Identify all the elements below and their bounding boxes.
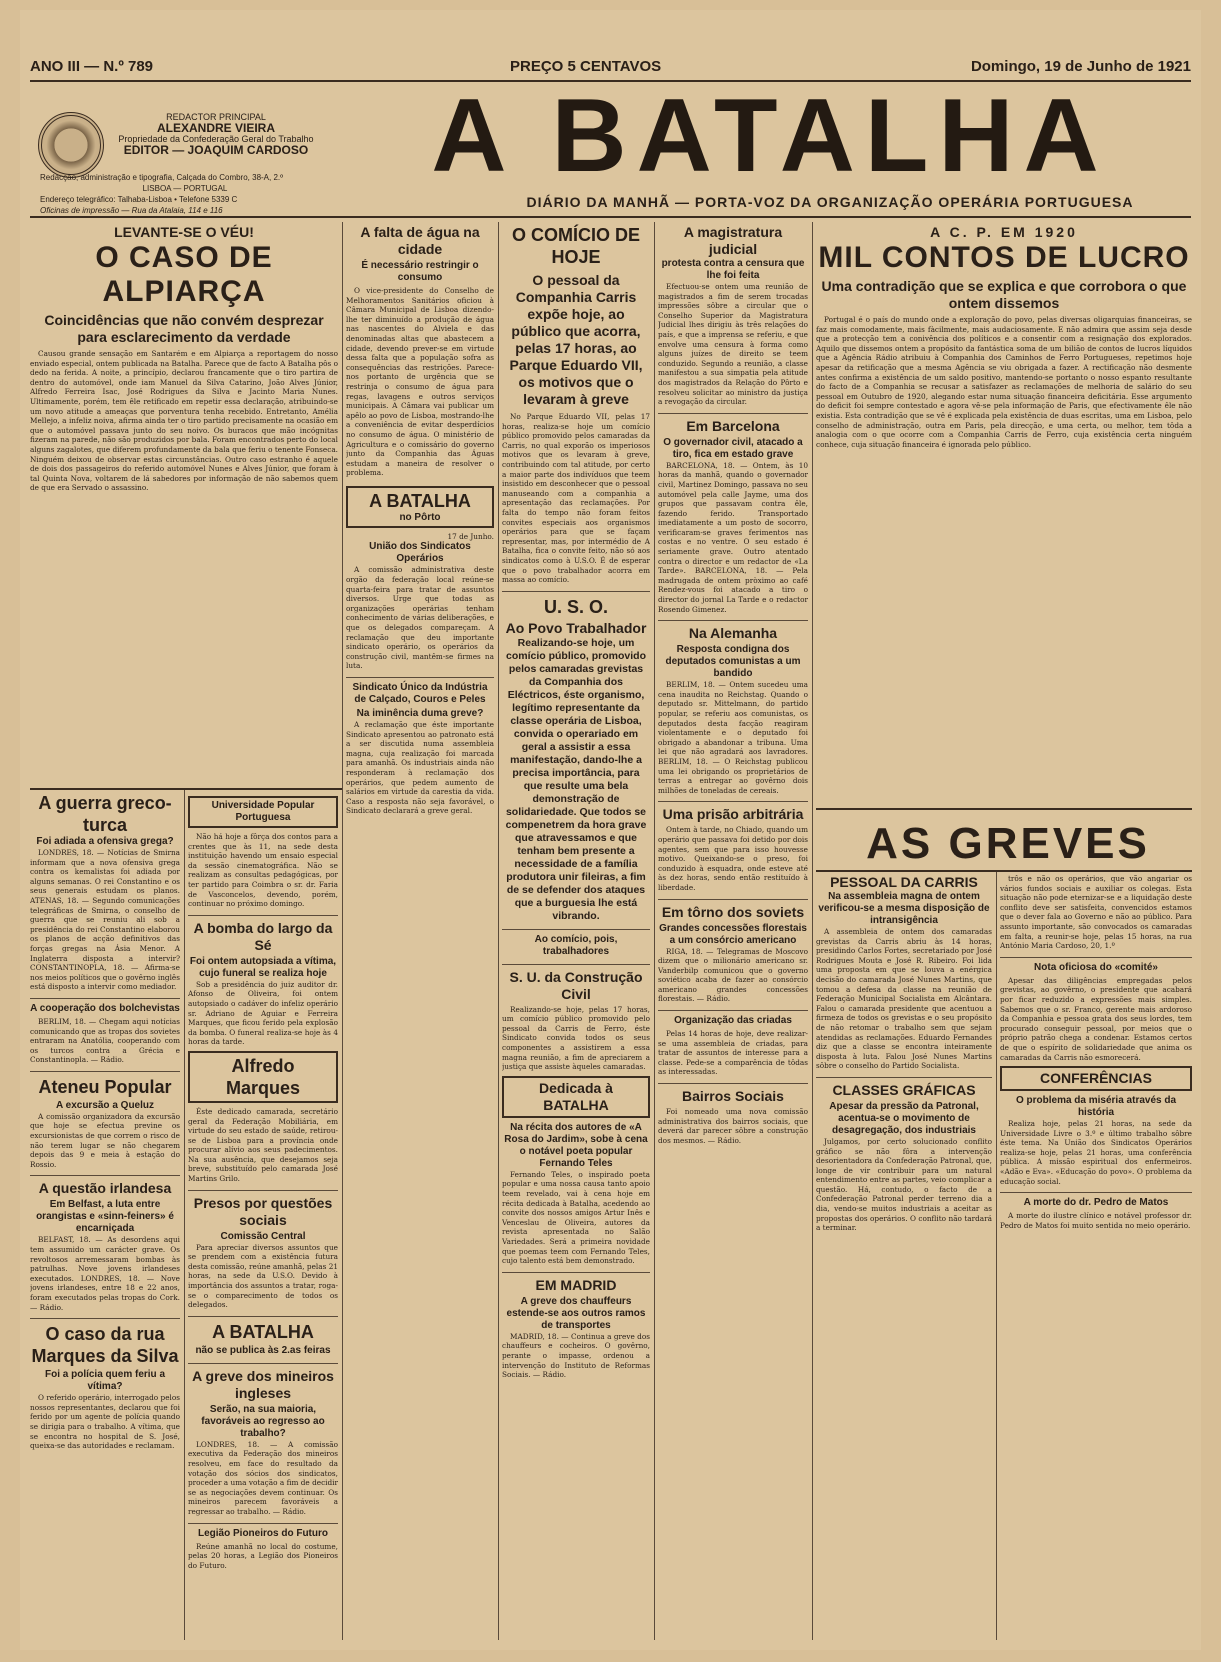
- headline-mil-contos: MIL CONTOS DE LUCRO: [818, 241, 1190, 274]
- subhead: Serão, na sua maioria, favoráveis ao regresso ao trabalho?: [201, 1403, 325, 1439]
- article-body: BARCELONA, 18. — Ontem, às 10 horas da manhã, quando o governador civil, Martinez Domingo, passava no seu automóvel pela calle Jayme, uma dos grupos que passavam contra êle, fazendo ferido. Transportado imediatamente a um posto de socorro, verificaram-se graves ferimentos nas costas e no ventre. O seu estado é seriamente grave. Outro atentado contra o director e um redactor de «La Tarde». BARCELONA, 18. — Pela madrugada de ontem pròximo ao café Rendez-vous foi atacado a tiro o director do jornal La Tarde e o redactor Rosendo Gimenez.: [658, 460, 808, 614]
- kicker: A C. P. EM 1920: [930, 224, 1078, 240]
- headline-construcao: S. U. da Construção Civil: [502, 964, 650, 1003]
- article-body: Foi nomeado uma nova comissão administrativa dos bairros sociais, que deverá dar parecer sôbre a construção dos mesmos. — Rádio.: [658, 1107, 808, 1145]
- article-body: Sob a presidência do juiz auditor dr. Afonso de Oliveira, foi ontem autopsiado o cadáver do infeliz operário sr. Adriano de Aguiar e Ferreira Marques, que ficou ferido pela explosão da bomba. O funeral realiza-se hoje às 4 horas da tarde.: [188, 979, 338, 1047]
- article-body: Julgamos, por certo solucionado conflito gráfico se não fôra a intervenção desorientadora da Confederação Patronal, que, longe de vir contribuir para um natural entendimento entre as partes, veio complicar a questão. Há, contudo, o facto de a Confederação Patronal perder terreno dia a dia, vendo-se muitos industriais a aceitar as propostas dos operários. O conflito não tardará a terminar.: [816, 1136, 992, 1233]
- article-body: A comissão administrativa deste orgão da federação local reúne-se quarta-feira para tratar de assuntos diversos. Urge que todas as organizações operárias tenham conhecimento de várias deliberações, e que os delegados compareçam. A reclamação que deu importante sindicato operário, os operários da construção civil, mantêm-se firmes na luta.: [346, 565, 494, 671]
- article-body: Éste dedicado camarada, secretário geral da Federação Mobiliária, em virtude do seu estado de saúde, retirou-se de Lisboa para a província onde procurar alívio aos seus padecimentos. Na sua ausência, que desejamos seja breve, substituído pelo camarada José Martins Grilo.: [188, 1106, 338, 1184]
- article-body: Portugal é o país do mundo onde a exploração do povo, pelas diversas oligarquias financeiras, se faz mais comodamente, mais fàcilmente, mais audaciosamente. E não admira que assim seja desde que a protecção tem a conivência dos políticos e a consentir com a resignação dos explorados. Aquilo que dissemos ontem a propósito da fantástica soma de um bilião de contos de lucros líquidos que a Agência Rádio atribuiu à Companhia dos Caminhos de Ferro Portugueses, repetimos hoje apesar da retificação que a mesma Agência se viu obrigada a fazer. A rectificação não desmente antes confirma a existência de um saldo positivo, mantendo-se portanto o nosso espanto resultante do facto de a Companhia se recusar a satisfazer as reclamações de melhoria de salário do seu pessoal em Outubro de 1920, alegando estar numa situação financeira deficitária. Esse argumento do deficit foi sempre contestado e agora vê-se pela informação de Paris, que efectivamente êle não existia. Esta contradição que se vê é explicada pela existência de duas escritas, uma em Lisboa, pelo conselho de administração, outra em Paris, pela direcção, e uma certa, ou melhor, tem tôda a analogia com o que ocorre com a Companhia Carris de Ferro, cuja existência certa ninguém conhece, cuja situação financeira é ignorada pelo público.: [816, 315, 1192, 449]
- subhead: Comissão Central: [220, 1230, 306, 1242]
- comicio-column: [502, 224, 650, 1640]
- top-info-line: [30, 58, 1191, 80]
- headline: O CASO DE ALPIARÇA: [95, 241, 273, 308]
- section-rule: [816, 870, 1192, 872]
- subhead: O governador civil, atacado a tiro, fica em estado grave: [663, 436, 803, 460]
- article-alpiarca: [30, 224, 338, 786]
- article-body: A reclamação que éste importante Sindicato apresentou ao patronato está a ser discutida numa assembleia magna, cuja realização foi marcada para amanhã. Os industriais ainda não responderam à reclamação dos operários, que pedem aumento de salários em virtude da carestia da vida. Caso a resposta não seja favorável, o Sindicato declarará a greve geral.: [346, 720, 494, 816]
- water-column: [346, 224, 494, 1640]
- headline-ateneu: Ateneu Popular: [30, 1071, 180, 1098]
- article-body: BERLIM, 18. — Chegam aqui notícias comunicando que as tropas dos sovietes entraram na Anatólia, cooperando com os turcos contra a Grécia e Constantinopla. — Rádio.: [30, 1016, 180, 1065]
- address-line-3: Endereço telegráfico: Talhaba-Lisboa • Telefone 5339 C: [40, 195, 238, 204]
- redactor-name: ALEXANDRE VIEIRA: [156, 121, 275, 135]
- headline-greves: AS GREVES: [866, 819, 1150, 868]
- subhead: Na assembleia magna de ontem verificou-se a mesma disposição de intransigência: [818, 891, 990, 926]
- subhead: Apesar da pressão da Patronal, acentua-se o movimento de desagregação, dos industriais: [829, 1100, 979, 1136]
- deck: Coincidências que não convém desprezar para esclarecimento da verdade: [44, 312, 324, 345]
- subhead: Grandes concessões florestais a um consórcio americano: [659, 922, 807, 946]
- redactor-label: REDACTOR PRINCIPAL: [166, 112, 266, 122]
- article-body: BERLIM, 18. — Ontem sucedeu uma cena inaudita no Reichstag. Quando o deputado sr. Mittelmann, do partido popular, se referiu aos comunistas, os deputados desta facção reagiram violentamente e o deputado foi obrigado a abandonar a tribuna. Uma lei que não agradará aos lavradores. BERLIM, 18. — O Reichstag publicou uma lei obrigando os proprietários de terras a entregar ao govêrno dois milhões de toneladas de cereais.: [658, 680, 808, 795]
- uso-sub: Ao Povo Trabalhador: [505, 619, 647, 636]
- headline-mineiros: A greve dos mineiros ingleses: [188, 1363, 338, 1402]
- notice-sub: não se publica às 2.as feiras: [195, 1344, 331, 1356]
- editor-name: EDITOR — JOAQUIM CARDOSO: [123, 143, 309, 157]
- masthead-title: A BATALHA: [431, 78, 1109, 194]
- article-body: Causou grande sensação em Santarém e em Alpiarça a reportagem do nosso enviado especial, ontem publicada na Batalha. Parece que de facto A Batalha pôs o dedo na ferida. A noite, a princípio, declarou francamente que o tiro partira de dentro do automóvel, onde iam Manuel da Silva Catarino, João Alves Júnior, Alfredo Ferreira Isac, José Rodrigues da Silva e Jacinto Maria Nunes. Ultimamente, porém, tem êle retificado em repetir essa declaração, atribuindo-se um novo atitude a ameaças que porventura tenha recebido. Entretanto, Amélia Mellejo, a infeliz noiva, afirma ainda ter o tiro partido precisamente na ocasião em que o automóvel passava junto do seu noivo. Os buracos que mão incógnitas fizeram na parede, não são produzidos por bala. Foram encontrados perto do local alguns zagalotes, que diferem profundamente da bala que feriu o tenente Fonseca. Ninguém deixou de observar estas circunstâncias. Outro caso estranho é aquele de dois dos passageiros do referido automóvel Nunes e Alves Júnior, que foram à tal Quinta Nova, voltarem de lá sabedores por informação de não sabemos quem de que era Servado o assassino.: [30, 349, 338, 493]
- batalha-porto-sub: no Pôrto: [399, 511, 441, 523]
- subhead: A greve dos chauffeurs estende-se aos outros ramos de transportes: [506, 1295, 646, 1331]
- confederation-seal-icon: [38, 112, 104, 178]
- deck: É necessário restringir o consumo: [361, 260, 479, 283]
- article-body: MADRID, 18. — Continua a greve dos chauffeurs e cocheiros. O govêrno, perante o impasse, ordenou a intervenção do Instituto de Reformas Sociais. — Rádio.: [502, 1331, 650, 1380]
- article-body: RIGA, 18. — Telegramas de Moscovo dizem que o milionário americano sr. Vanderbilp comunicou que o governo soviético acaba de fazer ao consórcio americano grandes concessões florestais. — Rádio.: [658, 946, 808, 1004]
- date: Domingo, 19 de Junho de 1921: [970, 58, 1191, 75]
- article-body: Fernando Teles, o inspirado poeta popular e uma nossa causa tanto apoio teem revelado, vai à cena hoje em récita dedicada à Batalha, acedendo ao convite dos nossos amigos Artur Inês e Venceslau de Oliveira, autores da revista apresentada no Salão Variedades. Será a primeira novidade que poemas teem com Fernando Teles, cujo talento está bem demonstrado.: [502, 1169, 650, 1266]
- headline-greco-turca: A guerra greco-turca: [38, 793, 172, 835]
- headline-presos: Presos por questões sociais: [188, 1190, 338, 1229]
- batalha-porto-box: [346, 486, 494, 528]
- headline-soviets: Em tôrno dos soviets: [658, 899, 808, 921]
- article-body: Realiza hoje, pelas 21 horas, na sede da Universidade Livre o 3.º e último trabalho sôbre éste tema. Na União dos Sindicatos Operários realiza-se hoje, pelas 21 horas, uma conferência pública. A missão espiritual dos enfermeiros. «Adão e Eva». «Educação do povo». O problema da educação social.: [1000, 1119, 1192, 1186]
- price: PREÇO 5 CENTAVOS: [510, 58, 662, 75]
- headline-marques-silva: O caso da rua Marques da Silva: [30, 1318, 180, 1367]
- headline-comite: Nota oficiosa do «comité»: [1000, 957, 1192, 974]
- column-rule: [184, 790, 185, 1640]
- subhead: Foi ontem autopsiada a vítima, cujo funeral se realiza hoje: [189, 955, 337, 979]
- article-body: Pelas 14 horas de hoje, deve realizar-se uma assembleia de criadas, para tratar de assuntos de interesse para a classe. Pede-se a comparência de tôdas as interessadas.: [658, 1029, 808, 1077]
- article-body: A comissão organizadora da excursão que hoje se efectua previne os excursionistas de que correm o risco de não terem lugar se não chegarem depois das 9 e meia à estação do Rossio.: [30, 1111, 180, 1169]
- headline-prisao: Uma prisão arbitrária: [658, 801, 808, 823]
- article-body: Efectuou-se ontem uma reunião de magistrados a fim de serem trocadas impressões sôbre a circular que o Conselho Superior da Magistratura Judicial lhes dirigiu às três relações do país, e que a imprensa se referiu, e que envolve uma censura à forma como alguns juízes de direito se teem conduzido. Segundo a reunião, a classe manifestou a sua simpatia pela atitude dos magistrados da Relação do Pôrto e resolveu solicitar ao ministro da justiça a revogação da circular.: [658, 282, 808, 407]
- subhead: Resposta condigna dos deputados comunistas a um bandido: [665, 644, 801, 680]
- editor-block: [106, 112, 326, 156]
- column-rule: [996, 870, 997, 1640]
- address-line-1: Redacção, administração e tipografia, Calçada do Combro, 38-A, 2.º: [40, 173, 284, 182]
- headline-barcelona: Em Barcelona: [658, 413, 808, 435]
- article-body: BELFAST, 18. — As desordens aqui tem assumido um carácter grave. Os revoltosos arremessaram bombas às patrulhas. Nove jovens irlandeses executados. LONDRES, 18. — Nove jovens irlandeses, entre 18 e 22 anos, foram executados pelas tropas do Cork. — Rádio.: [30, 1235, 180, 1312]
- column-rule: [654, 222, 655, 1640]
- article-body: Para apreciar diversos assuntos que se prendem com a existência futura desta comissão, reúne amanhã, pelas 21 horas, na sede da U.S.O. Devido à importância dos assuntos a tratar, roga-se o comparecimento de todos os delegados.: [188, 1242, 338, 1310]
- address-line-2: LISBOA — PORTUGAL: [142, 184, 228, 193]
- headline-irlandesa: A questão irlandesa: [30, 1175, 180, 1197]
- article-body: Realizando-se hoje, pelas 17 horas, um comício público promovido pelo pessoal da Carris de Ferro, éste Sindicato convida todos os seus componentes a assistirem a essa magna reunião, a fim de apreciarem a justiça que assiste àqueles camaradas.: [502, 1004, 650, 1072]
- headline-conferencias: CONFERÊNCIAS: [1000, 1066, 1192, 1091]
- subhead: Na iminência duma greve?: [356, 708, 484, 719]
- subhead: Em Belfast, a luta entre orangistas e «sinn-feiners» é encarniçada: [36, 1199, 174, 1235]
- article-body: Apesar das diligências empregadas pelos grevistas, ao govêrno, o presidente que acabará por ficar reduzido a expressões mais simples. Sabemos que o sr. Franco, gerente mais ardoroso da Companhia e pessoa grata dos seus lordes, tem procurado conseguir pessoal, por meios que o próprio patrão chega a condenar. Estamos certos de que o espírito de solidariedade que anima os camaradas da Carris não esmorecerá.: [1000, 975, 1192, 1062]
- cp-article: [816, 224, 1192, 804]
- column-rule: [342, 222, 343, 1640]
- headline-universidade: Universidade Popular Portuguesa: [188, 796, 338, 828]
- porto-headline: União dos Sindicatos Operários: [369, 541, 471, 565]
- article-body: O vice-presidente do Conselho de Melhoramentos Sanitários oficiou à Câmara Municipal de Lisboa dizendo-lhe ter diminuído a produção de água nas nascentes do Alviela e das denominadas altas que abastecem a cidade, devendo prever-se em virtude dessa falta que a população sofra as consequências das restrições. Parece-nos portanto de urgência que se restrinja o consumo de água para regas, lavagens e outros serviços municipais. A Câmara vai publicar um apêlo ao povo de Lisboa, mostrando-lhe a conveniência de evitar desperdícios no consumo de água. O ministério de Agricultura e o comissário do governo junto da Companhia das Águas estudam a maneira de resolver o problema.: [346, 286, 494, 478]
- column-rule: [812, 222, 813, 1640]
- porto-date: 17 de Junho.: [447, 531, 494, 541]
- uso-lead: Realizando-se hoje, um comício público, promovido pelos camaradas grevistas da Companhia dos Eléctricos, éste organismo, legítimo representante da classe operária de Lisboa, convida o operariado em geral a assistir a essa manifestação, dando-lhe a precisa importância, para que resulte uma bela demonstração de solidariedade. Que todos se compenetrem da hora grave que atravessamos e que tenham bem presente a necessidade de a família produtora unir fileiras, a fim de se defender dos ataques que a burguesia lhe está vibrando.: [505, 636, 647, 922]
- headline-calcado: Sindicato Único da Indústria de Calçado, Couros e Peles: [346, 677, 494, 706]
- headline-bolchevistas: A cooperação dos bolchevistas: [30, 998, 180, 1015]
- subhead: Foi a polícia quem feriu a vítima?: [44, 1369, 166, 1393]
- column-rule: [498, 222, 499, 1640]
- article-body: No Parque Eduardo VII, pelas 17 horas, realiza-se hoje um comício público promovido pelos camaradas da Carris, no qual exporão os imperiosos motivos que os levaram à greve, contribuindo com tal atitude, por certo a maior parte dos indivíduos que teem insistido em desconhecer que o pessoal manuseando com a companhia a apresentação das reclamações. Por falta do tempo não foram feitos convites especiais aos organismos operários para que se façam representar, mas, por intermédio de A Batalha, fica o convite feito, não só aos sindicatos como à U.S.O. É de esperar que o povo trabalhador acorra em massa ao comício.: [502, 412, 650, 585]
- newspaper-page: [20, 10, 1201, 1650]
- subhead: Foi adiada a ofensiva grega?: [36, 836, 174, 847]
- deck: Uma contradição que se explica e que corrobora o que ontem dissemos: [821, 278, 1187, 311]
- lead: O pessoal da Companhia Carris expõe hoje, ao público que acorra, pelas 17 horas, ao Parque Eduardo VII, os motivos que o levaram à greve: [509, 272, 643, 407]
- greves-column-right: [1000, 874, 1192, 1640]
- headline-legiao: Legião Pioneiros do Futuro: [188, 1523, 338, 1540]
- second-news-column: [188, 792, 338, 1640]
- left-news-column: [30, 792, 180, 1640]
- article-body: trôs e não os operários, que vão angariar os vários fundos sociais e auxiliar os colegas. Esta situação não pode eternizar-se e a liquidação deste conflito deve ser satisfeita, convencidos estamos que o dever fala ao Governo e não ao público. Para assunto importante, são convocados os camaradas em falta, a reunir-se hoje, pelas 15 horas, na rua António Maria Cardoso, 20, 1.º: [1000, 874, 1192, 951]
- headline-uso: U. S. O.: [502, 591, 650, 618]
- headline-madrid: EM MADRID: [502, 1272, 650, 1294]
- magistratura-column: [658, 224, 808, 1640]
- headline-comicio: O COMÍCIO DE HOJE: [511, 225, 640, 267]
- kicker: LEVANTE-SE O VÉU!: [114, 224, 254, 240]
- issue-number: ANO III — N.º 789: [30, 58, 154, 75]
- article-body: Reúne amanhã no local do costume, pelas 20 horas, a Legião dos Pioneiros do Futuro.: [188, 1541, 338, 1570]
- headline-bomba: A bomba do largo da Sé: [188, 915, 338, 954]
- masthead-subtitle: DIÁRIO DA MANHÃ — PORTA-VOZ DA ORGANIZAÇÃO OPERÁRIA PORTUGUESA: [526, 194, 1134, 210]
- article-body: A assembleia de ontem dos camaradas grevistas da Carris abriu às 14 horas, presidindo Carlos Fortes, secretariado por José Rodrigues Mouta e José R. Ribeiro. Foi lida uma proposta em que se louva a enérgica decisão do camarada José Nunes Martins, que tomou a defesa da classe na reunião de Federação Municipal Socialista em Alcântara. Falou o camarada presidente que acentuou a firmeza de todos os grevistas e o seu propósito de não retomar o trabalho sem que sejam atendidas as reclamações. Eduardo Fernandes diz que a classe se encontra inteiramente disposta à luta. Falou José Nunes Martins sôbre o conselho do Partido Socialista.: [816, 927, 992, 1071]
- batalha-porto-title: A BATALHA: [369, 490, 471, 511]
- article-body: A morte do ilustre clínico e notável professor dr. Pedro de Matos foi muito sentida no meio operário.: [1000, 1211, 1192, 1230]
- property-line: Propriedade da Confederação Geral do Trabalho: [118, 134, 314, 144]
- subhead: A excursão a Queluz: [56, 1099, 154, 1111]
- address-block: [40, 172, 330, 216]
- section-rule: [30, 788, 342, 790]
- greves-column-left: [816, 874, 992, 1640]
- headline-classes-graficas: CLASSES GRÁFICAS: [816, 1077, 992, 1099]
- headline-magistratura: A magistratura judicial: [683, 224, 783, 257]
- notice-batalha: A BATALHA: [188, 1316, 338, 1343]
- article-body: O referido operário, interrogado pelos nossos representantes, declarou que foi ferido por um agente de polícia quando se dirigia para o trabalho. A vítima, que se encontra no hospital de S. José, queixa-se das autoridades e reclamam.: [30, 1393, 180, 1451]
- headline-carris: PESSOAL DA CARRIS: [830, 874, 978, 890]
- headline-dedicada: Dedicada à BATALHA: [502, 1076, 650, 1118]
- article-body: Não há hoje a fôrça dos contos para a crentes que às 11, na sede desta instituição havendo um ensaio especial da sessão cinematográfica. Não se realizam as consultas pedagógicas, por ter partido para Coimbra o sr. dr. Faria de Vasconcelos, devendo, porém, continuar no próximo domingo.: [188, 832, 338, 909]
- article-body: LONDRES, 18. — Notícias de Smirna informam que a nova ofensiva grega contra os kemalistas foi adiada por alguns semanas. O rei Constantino e os seus generais estudam os planos. ATENAS, 18. — Segundo comunicações telegráficas de Smirna, o conselho de guerra que se reuniu ali sob a presidência do rei Constantino elaborou os planos de acção definitivos das forças gregas na Ásia Menor. A Inglaterra disposta a intervir? CONSTANTINOPLA, 18. — Afirma-se nos meios políticos que o govêrno inglês está disposto a intervir como mediador.: [30, 848, 180, 992]
- uso-close: Ao comício, pois, trabalhadores: [502, 929, 650, 958]
- subhead: O problema da miséria através da história: [1015, 1095, 1177, 1119]
- masthead-rule: [30, 216, 1191, 218]
- deck: protesta contra a censura que lhe foi feita: [661, 258, 805, 281]
- headline-bairros: Bairros Sociais: [658, 1083, 808, 1105]
- headline-pedro-matos: A morte do dr. Pedro de Matos: [1000, 1192, 1192, 1209]
- headline-criadas: Organização das criadas: [658, 1010, 808, 1027]
- headline-water: A falta de água na cidade: [360, 224, 480, 257]
- article-body: Ontem à tarde, no Chiado, quando um operário que passava foi detido por dois agentes, sem que para isso houvesse motivo. Queixando-se o preso, foi conduzido à esquadra, onde esteve até às dez horas, sendo então restituído à liberdade.: [658, 825, 808, 892]
- headline-alfredo-marques: Alfredo Marques: [188, 1051, 338, 1103]
- article-body: LONDRES, 18. — A comissão executiva da Federação dos mineiros resolveu, em face do resultado da votação dos sócios dos sindicatos, proceder a uma votação a fim de decidir se as negociações devem continuar. Os mineiros parecem favoráveis a regressar ao trabalho. — Rádio.: [188, 1439, 338, 1516]
- address-line-4: Oficinas de impressão — Rua da Atalaia, 114 e 116: [40, 206, 223, 215]
- headline-alemanha: Na Alemanha: [658, 620, 808, 642]
- section-rule: [816, 808, 1192, 810]
- subhead: Na récita dos autores de «A Rosa do Jardim», sobe à cena o notável poeta popular Fernando Teles: [504, 1121, 648, 1169]
